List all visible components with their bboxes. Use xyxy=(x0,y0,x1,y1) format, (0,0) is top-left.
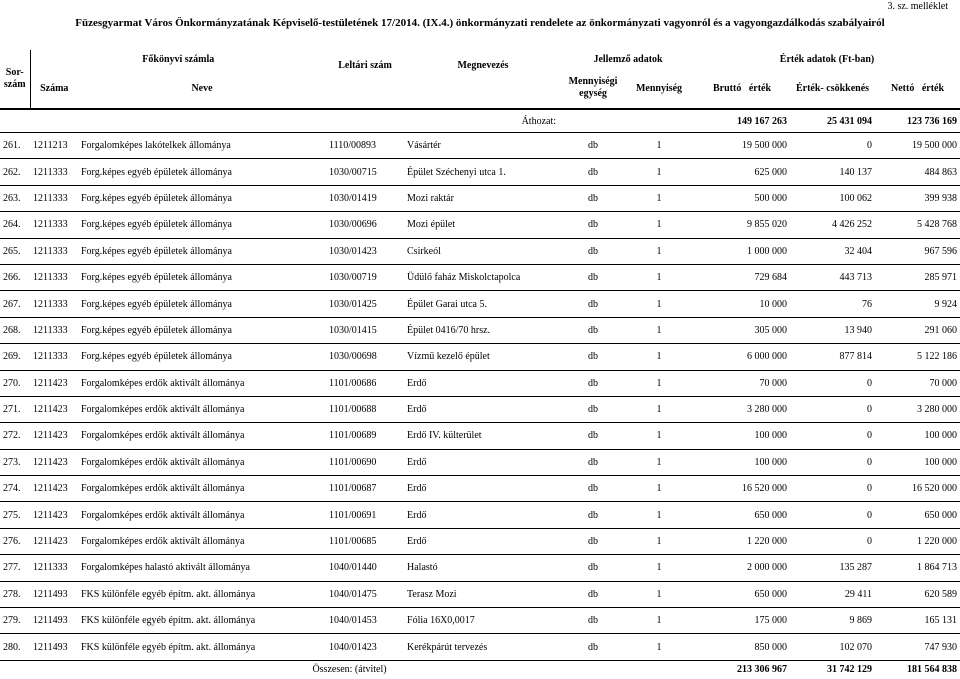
inventory-number: 1030/01415 xyxy=(326,317,404,343)
net-value: 3 280 000 xyxy=(875,396,960,422)
inventory-number: 1101/00687 xyxy=(326,476,404,502)
depreciation: 140 137 xyxy=(790,159,875,185)
account-name: Forgalomképes halastó aktivált állománya xyxy=(78,555,326,581)
asset-description: Terasz Mozi xyxy=(404,581,562,607)
row-number: 274. xyxy=(0,476,30,502)
quantity: 1 xyxy=(624,133,694,159)
depreciation: 0 xyxy=(790,449,875,475)
depreciation: 0 xyxy=(790,133,875,159)
gross-value: 2 000 000 xyxy=(694,555,790,581)
net-value: 9 924 xyxy=(875,291,960,317)
quantity: 1 xyxy=(624,476,694,502)
header-szama: Száma xyxy=(30,68,78,109)
row-number: 272. xyxy=(0,423,30,449)
header-brutto-ertek: Bruttó érték xyxy=(694,68,790,109)
unit: db xyxy=(562,264,624,290)
net-value: 620 589 xyxy=(875,581,960,607)
asset-register-table xyxy=(0,50,960,679)
row-number: 277. xyxy=(0,555,30,581)
asset-description: Csirkeól xyxy=(404,238,562,264)
account-number: 1211333 xyxy=(30,344,78,370)
table-row xyxy=(0,133,960,159)
table-row xyxy=(0,449,960,475)
gross-value: 100 000 xyxy=(694,449,790,475)
gross-value: 16 520 000 xyxy=(694,476,790,502)
row-number: 280. xyxy=(0,634,30,660)
gross-value: 1 220 000 xyxy=(694,528,790,554)
account-name: Forg.képes egyéb épületek állománya xyxy=(78,238,326,264)
quantity: 1 xyxy=(624,528,694,554)
table-row xyxy=(0,212,960,238)
asset-description: Kerékpárút tervezés xyxy=(404,634,562,660)
inventory-number: 1110/00893 xyxy=(326,133,404,159)
row-number: 270. xyxy=(0,370,30,396)
net-value: 747 930 xyxy=(875,634,960,660)
asset-description: Halastó xyxy=(404,555,562,581)
header-netto-ertek: Nettó érték xyxy=(875,68,960,109)
unit: db xyxy=(562,581,624,607)
row-number: 279. xyxy=(0,608,30,634)
account-number: 1211423 xyxy=(30,423,78,449)
account-name: Forg.képes egyéb épületek állománya xyxy=(78,212,326,238)
account-number: 1211423 xyxy=(30,528,78,554)
gross-value: 3 280 000 xyxy=(694,396,790,422)
total-brutto: 213 306 967 xyxy=(694,660,790,679)
gross-value: 1 000 000 xyxy=(694,238,790,264)
depreciation: 0 xyxy=(790,502,875,528)
carry-label: Áthozat: xyxy=(521,115,557,127)
row-number: 263. xyxy=(0,185,30,211)
carry-over-row xyxy=(0,109,960,133)
depreciation: 13 940 xyxy=(790,317,875,343)
quantity: 1 xyxy=(624,396,694,422)
table-row xyxy=(0,581,960,607)
unit: db xyxy=(562,476,624,502)
account-name: Forg.képes egyéb épületek állománya xyxy=(78,344,326,370)
net-value: 484 863 xyxy=(875,159,960,185)
net-value: 5 428 768 xyxy=(875,212,960,238)
depreciation: 877 814 xyxy=(790,344,875,370)
carry-brutto: 149 167 263 xyxy=(737,115,788,127)
net-value: 650 000 xyxy=(875,502,960,528)
account-number: 1211333 xyxy=(30,238,78,264)
quantity: 1 xyxy=(624,185,694,211)
net-value: 285 971 xyxy=(875,264,960,290)
table-body xyxy=(0,109,960,660)
quantity: 1 xyxy=(624,502,694,528)
asset-description: Épület 0416/70 hrsz. xyxy=(404,317,562,343)
unit: db xyxy=(562,133,624,159)
depreciation: 0 xyxy=(790,528,875,554)
header-neve: Neve xyxy=(78,68,326,109)
account-name: Forgalomképes lakótelkek állománya xyxy=(78,133,326,159)
account-number: 1211493 xyxy=(30,634,78,660)
gross-value: 70 000 xyxy=(694,370,790,396)
gross-value: 729 684 xyxy=(694,264,790,290)
unit: db xyxy=(562,555,624,581)
depreciation: 0 xyxy=(790,476,875,502)
asset-description: Erdő xyxy=(404,476,562,502)
account-number: 1211333 xyxy=(30,555,78,581)
account-name: Forgalomképes erdők aktivált állománya xyxy=(78,423,326,449)
row-number: 268. xyxy=(0,317,30,343)
account-number: 1211213 xyxy=(30,133,78,159)
unit: db xyxy=(562,159,624,185)
table-row xyxy=(0,238,960,264)
account-name: FKS különféle egyéb építm. akt. állománya xyxy=(78,581,326,607)
asset-description: Mozi épület xyxy=(404,212,562,238)
unit: db xyxy=(562,291,624,317)
account-name: Forgalomképes erdők aktivált állománya xyxy=(78,396,326,422)
table-row xyxy=(0,185,960,211)
unit: db xyxy=(562,344,624,370)
unit: db xyxy=(562,634,624,660)
row-number: 265. xyxy=(0,238,30,264)
account-name: Forg.képes egyéb épületek állománya xyxy=(78,317,326,343)
table-row xyxy=(0,396,960,422)
asset-description: Erdő IV. külterület xyxy=(404,423,562,449)
asset-description: Mozi raktár xyxy=(404,185,562,211)
net-value: 1 864 713 xyxy=(875,555,960,581)
account-number: 1211423 xyxy=(30,396,78,422)
asset-description: Üdülő faház Miskolctapolca xyxy=(404,264,562,290)
inventory-number: 1030/00696 xyxy=(326,212,404,238)
gross-value: 19 500 000 xyxy=(694,133,790,159)
inventory-number: 1101/00691 xyxy=(326,502,404,528)
unit: db xyxy=(562,528,624,554)
account-number: 1211423 xyxy=(30,476,78,502)
inventory-number: 1030/00715 xyxy=(326,159,404,185)
net-value: 70 000 xyxy=(875,370,960,396)
asset-description: Épület Széchenyi utca 1. xyxy=(404,159,562,185)
table-row xyxy=(0,476,960,502)
asset-description: Erdő xyxy=(404,502,562,528)
gross-value: 650 000 xyxy=(694,581,790,607)
inventory-number: 1101/00688 xyxy=(326,396,404,422)
row-number: 267. xyxy=(0,291,30,317)
gross-value: 6 000 000 xyxy=(694,344,790,370)
row-number: 264. xyxy=(0,212,30,238)
net-value: 100 000 xyxy=(875,423,960,449)
net-value: 5 122 186 xyxy=(875,344,960,370)
unit: db xyxy=(562,608,624,634)
inventory-number: 1101/00686 xyxy=(326,370,404,396)
quantity: 1 xyxy=(624,370,694,396)
net-value: 16 520 000 xyxy=(875,476,960,502)
account-number: 1211493 xyxy=(30,581,78,607)
inventory-number: 1040/01453 xyxy=(326,608,404,634)
depreciation: 4 426 252 xyxy=(790,212,875,238)
table-row xyxy=(0,555,960,581)
net-value: 100 000 xyxy=(875,449,960,475)
gross-value: 100 000 xyxy=(694,423,790,449)
net-value: 291 060 xyxy=(875,317,960,343)
quantity: 1 xyxy=(624,608,694,634)
depreciation: 0 xyxy=(790,396,875,422)
gross-value: 10 000 xyxy=(694,291,790,317)
account-number: 1211423 xyxy=(30,449,78,475)
inventory-number: 1030/01419 xyxy=(326,185,404,211)
unit: db xyxy=(562,185,624,211)
inventory-number: 1030/00698 xyxy=(326,344,404,370)
header-ertekcsokkenes: Érték- csökkenés xyxy=(790,68,875,109)
row-number: 275. xyxy=(0,502,30,528)
asset-description: Erdő xyxy=(404,449,562,475)
quantity: 1 xyxy=(624,317,694,343)
table-row xyxy=(0,634,960,660)
net-value: 19 500 000 xyxy=(875,133,960,159)
gross-value: 650 000 xyxy=(694,502,790,528)
unit: db xyxy=(562,212,624,238)
quantity: 1 xyxy=(624,212,694,238)
account-number: 1211333 xyxy=(30,264,78,290)
inventory-number: 1101/00689 xyxy=(326,423,404,449)
account-name: Forg.képes egyéb épületek állománya xyxy=(78,185,326,211)
net-value: 165 131 xyxy=(875,608,960,634)
net-value: 967 596 xyxy=(875,238,960,264)
account-number: 1211423 xyxy=(30,502,78,528)
asset-description: Erdő xyxy=(404,528,562,554)
asset-description: Erdő xyxy=(404,396,562,422)
unit: db xyxy=(562,317,624,343)
inventory-number: 1101/00690 xyxy=(326,449,404,475)
asset-description: Épület Garai utca 5. xyxy=(404,291,562,317)
inventory-number: 1040/01440 xyxy=(326,555,404,581)
account-name: FKS különféle egyéb építm. akt. állománya xyxy=(78,608,326,634)
inventory-number: 1030/01423 xyxy=(326,238,404,264)
net-value: 1 220 000 xyxy=(875,528,960,554)
depreciation: 100 062 xyxy=(790,185,875,211)
asset-description: Vásártér xyxy=(404,133,562,159)
document-title: Füzesgyarmat Város Önkormányzatának Képviselő-testületének 17/2014. (IX.4.) önkormányzati rendelete az önkormányzati vagyonról és a vagyongazdálkodás szabályairól xyxy=(75,17,885,29)
row-number: 276. xyxy=(0,528,30,554)
depreciation: 0 xyxy=(790,370,875,396)
quantity: 1 xyxy=(624,581,694,607)
table-row xyxy=(0,291,960,317)
depreciation: 29 411 xyxy=(790,581,875,607)
gross-value: 9 855 020 xyxy=(694,212,790,238)
inventory-number: 1101/00685 xyxy=(326,528,404,554)
table-row xyxy=(0,423,960,449)
depreciation: 102 070 xyxy=(790,634,875,660)
gross-value: 500 000 xyxy=(694,185,790,211)
annex-label: 3. sz. melléklet xyxy=(887,1,948,12)
header-fokonyvi-szamla: Főkönyvi számla xyxy=(142,53,215,65)
inventory-number: 1040/01423 xyxy=(326,634,404,660)
depreciation: 135 287 xyxy=(790,555,875,581)
quantity: 1 xyxy=(624,238,694,264)
table-row xyxy=(0,608,960,634)
row-number: 266. xyxy=(0,264,30,290)
inventory-number: 1030/01425 xyxy=(326,291,404,317)
carry-csokkenes: 25 431 094 xyxy=(827,115,873,127)
account-number: 1211333 xyxy=(30,212,78,238)
inventory-number: 1040/01475 xyxy=(326,581,404,607)
header-mennyiseg: Mennyiség xyxy=(624,68,694,109)
row-number: 273. xyxy=(0,449,30,475)
unit: db xyxy=(562,423,624,449)
account-name: Forg.képes egyéb épületek állománya xyxy=(78,291,326,317)
account-name: Forgalomképes erdők aktivált állománya xyxy=(78,370,326,396)
header-megnevezes: Megnevezés xyxy=(404,50,562,109)
quantity: 1 xyxy=(624,344,694,370)
row-number: 262. xyxy=(0,159,30,185)
row-number: 278. xyxy=(0,581,30,607)
table-row xyxy=(0,264,960,290)
unit: db xyxy=(562,449,624,475)
row-number: 261. xyxy=(0,133,30,159)
quantity: 1 xyxy=(624,423,694,449)
account-name: Forgalomképes erdők aktivált állománya xyxy=(78,476,326,502)
depreciation: 76 xyxy=(790,291,875,317)
inventory-number: 1030/00719 xyxy=(326,264,404,290)
header-leltari-szam: Leltári szám xyxy=(326,50,404,109)
account-number: 1211333 xyxy=(30,185,78,211)
quantity: 1 xyxy=(624,449,694,475)
account-name: Forgalomképes erdők aktivált állománya xyxy=(78,449,326,475)
gross-value: 850 000 xyxy=(694,634,790,660)
total-label: Összesen: (átvitel) xyxy=(0,660,562,679)
depreciation: 32 404 xyxy=(790,238,875,264)
carry-netto: 123 736 169 xyxy=(907,115,958,127)
account-name: Forg.képes egyéb épületek állománya xyxy=(78,264,326,290)
table-row xyxy=(0,317,960,343)
account-name: Forgalomképes erdők aktivált állománya xyxy=(78,528,326,554)
quantity: 1 xyxy=(624,291,694,317)
account-number: 1211333 xyxy=(30,317,78,343)
unit: db xyxy=(562,370,624,396)
gross-value: 305 000 xyxy=(694,317,790,343)
total-csokkenes: 31 742 129 xyxy=(790,660,875,679)
account-number: 1211333 xyxy=(30,291,78,317)
account-name: FKS különféle egyéb építm. akt. állománya xyxy=(78,634,326,660)
account-number: 1211333 xyxy=(30,159,78,185)
gross-value: 175 000 xyxy=(694,608,790,634)
row-number: 269. xyxy=(0,344,30,370)
table-row xyxy=(0,502,960,528)
table-header xyxy=(0,50,960,109)
account-name: Forgalomképes erdők aktivált állománya xyxy=(78,502,326,528)
quantity: 1 xyxy=(624,159,694,185)
row-number: 271. xyxy=(0,396,30,422)
total-netto: 181 564 838 xyxy=(875,660,960,679)
account-number: 1211423 xyxy=(30,370,78,396)
unit: db xyxy=(562,502,624,528)
depreciation: 9 869 xyxy=(790,608,875,634)
table-row xyxy=(0,159,960,185)
depreciation: 0 xyxy=(790,423,875,449)
net-value: 399 938 xyxy=(875,185,960,211)
total-row xyxy=(0,660,960,679)
account-number: 1211493 xyxy=(30,608,78,634)
gross-value: 625 000 xyxy=(694,159,790,185)
table-row xyxy=(0,528,960,554)
table-row xyxy=(0,344,960,370)
asset-description: Erdő xyxy=(404,370,562,396)
header-mennyisegi-egyseg: Mennyiségi egység xyxy=(562,68,624,109)
quantity: 1 xyxy=(624,555,694,581)
asset-description: Vízmű kezelő épület xyxy=(404,344,562,370)
header-jellemzo-adatok: Jellemző adatok xyxy=(593,53,663,65)
quantity: 1 xyxy=(624,634,694,660)
header-sorszam: Sor- szám xyxy=(0,50,30,109)
unit: db xyxy=(562,238,624,264)
table-row xyxy=(0,370,960,396)
asset-description: Fólia 16X0,0017 xyxy=(404,608,562,634)
quantity: 1 xyxy=(624,264,694,290)
unit: db xyxy=(562,396,624,422)
header-ertek-adatok: Érték adatok (Ft-ban) xyxy=(779,53,875,65)
account-name: Forg.képes egyéb épületek állománya xyxy=(78,159,326,185)
depreciation: 443 713 xyxy=(790,264,875,290)
